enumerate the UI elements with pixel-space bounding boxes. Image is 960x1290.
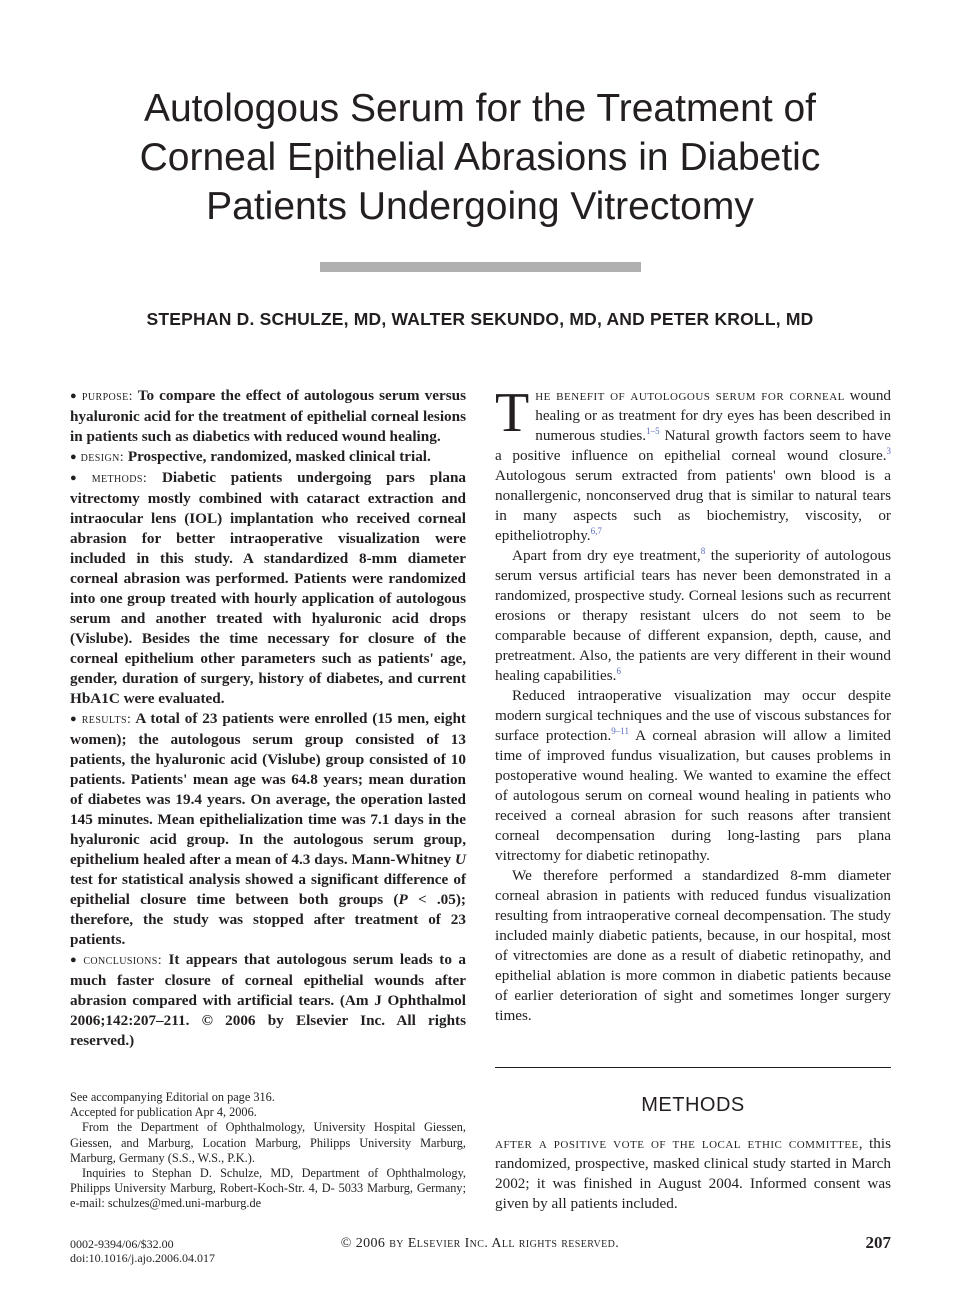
intro-lead: he benefit of autologous serum for corneal [535,387,845,404]
abstract-column [70,386,466,1051]
ref-link[interactable]: 3 [886,445,891,456]
methods-text: Diabetic patients undergoing pars plana vitrectomy mostly combined with cataract extraction and intraocular lens (IOL) implantation who received corneal abrasion for better intraoperative visualization were included in this study. A standardized 8-mm diameter corneal abrasion was performed. Patients were randomized into one group treated with hourly application of autologous serum and another treated with hyaluronic acid drops (Vislube). Besides the time necessary for closure of the corneal epithelium other parameters such as patients' age, gender, duration of surgery, history of diabetes, and current HbA1C were evaluated. [70,469,466,707]
abstract-purpose [70,386,466,447]
intro-p1-text-b: Natural growth factors seem to have a positive influence on epithelial corneal wound closure. [495,427,891,464]
abstract-results [70,709,466,950]
ref-link[interactable]: 6 [616,665,621,676]
bullet-icon: ● [70,954,80,966]
intro-paragraph-2 [495,546,891,686]
intro-p2-text-a: Apart from dry eye treatment, [512,547,701,564]
bullet-icon: ● [70,390,78,402]
intro-paragraph-4: We therefore performed a standardized 8-mm diameter corneal abrasion in patients with reduced fundus visualization resulting from intraoperative corneal decompensation. The study included mainly diabetic patients, because, in our hospital, most of vitrectomies are done as a result of diabetic retinopathy, and epithelial ablation is more common in diabetic patients because of earlier deterioration of sight and sometimes longer surgery times. [495,867,891,1024]
affiliation-note: From the Department of Ophthalmology, University Hospital Giessen, Giessen, and Marburg, Location Marburg, Philipps University Marburg, Marburg, Germany (S.S., W.S., P.K.). [70,1120,466,1165]
page-number: 207 [865,1233,891,1252]
methods-text: this randomized, prospective, masked clinical study started in March 2002; it was finished in August 2004. Informed consent was given by all patients included. [495,1135,891,1212]
results-text-c: < .05); therefore, the study was stopped after treatment of 23 patients. [70,891,466,948]
intro-p1-text-c: Autologous serum extracted from patients' own blood is a nonallergenic, nonconserved drug that is similar to natural tears in many aspects such as biochemistry, viscosity, or epitheliotrophy. [495,467,891,544]
results-text-a: A total of 23 patients were enrolled (15 men, eight women); the autologous serum group consisted of 13 patients, the hyaluronic acid (Vislube) group consisted of 10 patients. Patients' mean age was 64.8 years; mean duration of diabetes was 19.4 years. On average, the operation lasted 145 minutes. Mean epithelialization time was 7.1 days in the hyaluronic acid group. In the autologous serum group, epithelium healed after a mean of 4.3 days. Mann-Whitney [70,710,466,868]
intro-column [495,382,892,1026]
methods-label: methods: [91,471,148,486]
intro-p2-text-b: the superiority of autologous serum versus artificial tears has never been demonstrated in a randomized, prospective study. Corneal lesions such as recurrent erosions or therapy resistant ulcers do not seem to be comparable because of different expansion, depth, cause, and pretreatment. Also, the patients are very different in their wound healing capabilities. [495,547,891,684]
title-divider-bar [320,262,641,272]
methods-heading: METHODS [641,1094,745,1116]
correspondence-note: Inquiries to Stephan D. Schulze, MD, Department of Ophthalmology, Philipps University Marburg, Robert-Koch-Str. 4, D- 5033 Marburg, Germany; e-mail: schulzes@med.uni-marburg.de [70,1166,466,1211]
abstract-design [70,447,466,468]
article-title: Autologous Serum for the Treatment of Corneal Epithelial Abrasions in Diabetic Patients Undergoing Vitrectomy [139,87,821,228]
intro-paragraph-3 [495,686,891,866]
results-label: results: [81,712,132,727]
abstract-methods [70,468,466,709]
ref-link[interactable]: 9–11 [611,725,629,736]
intro-body [495,382,892,1026]
footer-identifiers [70,1237,215,1265]
intro-paragraph-1 [495,382,892,546]
author-list: STEPHAN D. SCHULZE, MD, WALTER SEKUNDO, MD, AND PETER KROLL, MD [146,309,814,329]
citation-text: (Am J Ophthalmol 2006;142:207–211. © 2006 by Elsevier Inc. All rights reserved.) [70,992,466,1049]
conclusions-label: conclusions: [83,953,163,968]
purpose-text: To compare the effect of autologous serum versus hyaluronic acid for the treatment of epithelial corneal lesions in patients such as diabetics with reduced wound healing. [70,387,466,445]
footer-copyright: © 2006 by Elsevier Inc. All rights reserved. [340,1236,620,1251]
design-text: Prospective, randomized, masked clinical trial. [127,448,431,465]
editorial-note: See accompanying Editorial on page 316. [70,1090,275,1104]
methods-body [495,1134,891,1214]
methods-lead: after a positive vote of the local ethic committee, [495,1135,864,1152]
purpose-label: purpose: [81,389,133,404]
drop-cap: T [495,382,530,444]
results-u-symbol: U [455,851,466,868]
accepted-note: Accepted for publication Apr 4, 2006. [70,1105,257,1120]
intro-p3-text-a: Reduced intraoperative visualization may occur despite modern surgical techniques and the use of viscous substances for surface protection. [495,687,891,744]
intro-p1-text-a: wound healing or as treatment for dry eyes has been described in numerous studies. [535,387,892,444]
article-notes [70,1090,466,1212]
conclusions-text: It appears that autologous serum leads to a much faster closure of corneal epithelial wounds after abrasion compared with artificial tears. [70,951,466,1009]
design-label: design: [80,450,125,465]
ref-link[interactable]: 8 [700,545,706,556]
bullet-icon: ● [70,451,77,463]
results-text-b: test for statistical analysis showed a significant difference of epithelial closure time between both groups ( [70,871,466,908]
issn: 0002-9394/06/$32.00 [70,1237,174,1251]
doi-link[interactable]: doi:10.1016/j.ajo.2006.04.017 [70,1251,215,1265]
methods-paragraph [495,1134,891,1214]
results-p-symbol: P [398,891,408,908]
intro-p3-text-b: A corneal abrasion will allow a limited time of improved fundus visualization, but causes problems in postoperative wound healing. We wanted to examine the effect of autologous serum on corneal wound healing in patients who received a corneal abrasion for such reasons after transient corneal decompensation during long-lasting pars plana vitrectomy for diabetic retinopathy. [495,727,891,864]
ref-link[interactable]: 1–5 [646,425,660,436]
ref-link[interactable]: 6,7 [590,525,602,536]
section-divider [495,1067,891,1068]
bullet-icon: ● [70,713,78,725]
abstract-conclusions [70,950,466,1051]
abstract [70,386,466,1051]
bullet-icon: ● [70,472,88,484]
